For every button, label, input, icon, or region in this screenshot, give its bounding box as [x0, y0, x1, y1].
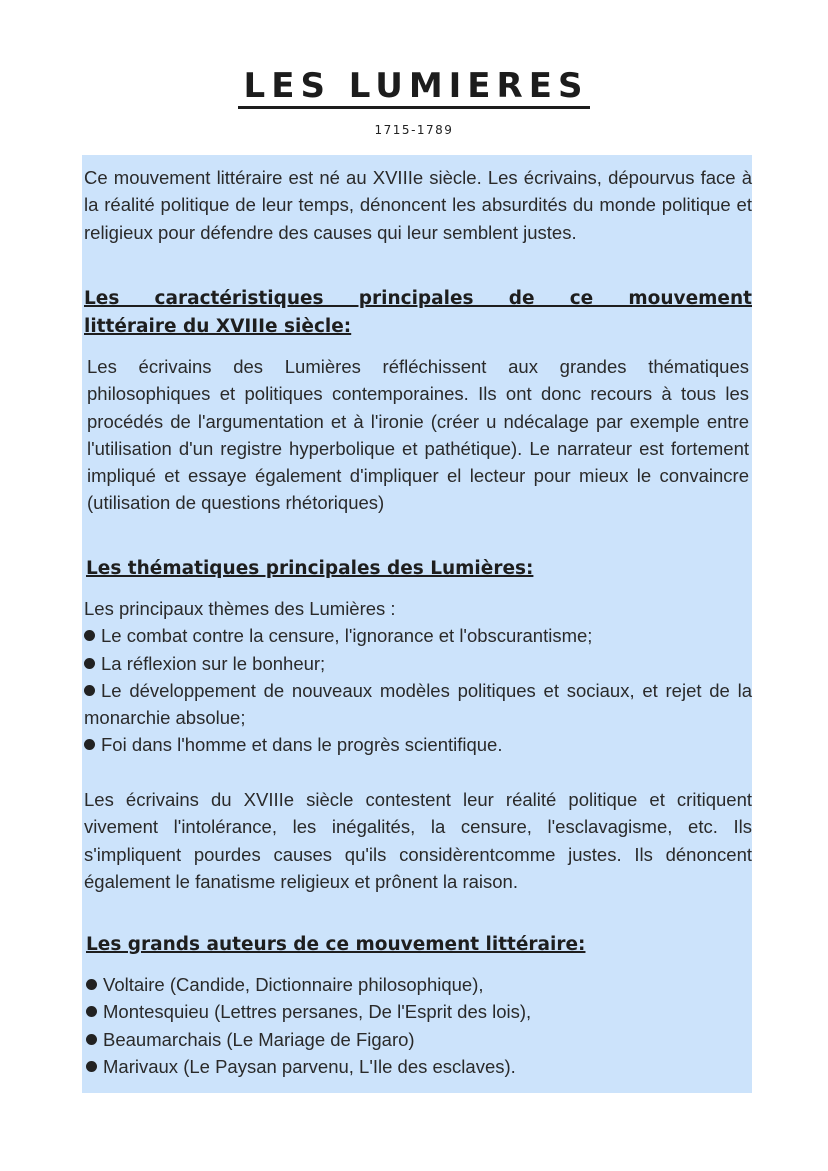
list-item-text: Le développement de nouveaux modèles politiques et sociaux, et rejet de la monarchie absolue; — [84, 679, 752, 729]
bullet-icon — [84, 685, 95, 696]
intro-paragraph: Ce mouvement littéraire est né au XVIIIe siècle. Les écrivains, dépourvus face à la réalité politique de leur temps, dénoncent les absurdités du monde politique et religieux pour défendre des causes qui leur semblent justes. — [84, 167, 752, 243]
themes-intro: Les principaux thèmes des Lumières : — [84, 598, 396, 619]
bullet-icon — [86, 1034, 97, 1045]
section-heading-authors: Les grands auteurs de ce mouvement littéraire: — [86, 934, 586, 955]
list-item — [84, 650, 752, 677]
list-item — [84, 677, 752, 732]
list-item — [86, 1026, 752, 1053]
bullet-icon — [86, 1006, 97, 1017]
bullet-icon — [84, 658, 95, 669]
list-item-text: Voltaire (Candide, Dictionnaire philosophique), — [103, 974, 484, 995]
list-item-text: Foi dans l'homme et dans le progrès scientifique. — [101, 734, 503, 756]
list-item-text: Beaumarchais (Le Mariage de Figaro) — [103, 1028, 415, 1050]
heading-line-2: littéraire du XVIIIe siècle: — [84, 316, 352, 337]
themes-list — [84, 595, 752, 759]
list-item — [86, 1053, 752, 1080]
list-item — [84, 622, 752, 649]
list-item — [86, 971, 752, 998]
bullet-icon — [86, 1061, 97, 1072]
authors-list — [86, 971, 752, 1080]
characteristics-paragraph: Les écrivains des Lumières réfléchissent aux grandes thématiques philosophiques et politiques contemporaines. Ils ont donc recours à tous les procédés de l'argumentation et à l'ironie (créer u ndécalage par exemple entre l'utilisation d'un registre hyperbolique et pathétique). Le narrateur est fortement impliqué et essaye également d'impliquer el lecteur pour mieux le convaincre (utilisation de questions rhétoriques) — [87, 356, 749, 514]
list-item — [84, 731, 752, 758]
themes-paragraph: Les écrivains du XVIIIe siècle contestent leur réalité politique et critiquent vivement l'intolérance, les inégalités, la censure, l'esclavagisme, etc. Ils s'impliquent pourdes causes qu'ils considèrentcomme justes. Ils dénoncent également le fanatisme religieux et prônent la raison. — [84, 789, 752, 892]
list-item-text: Le combat contre la censure, l'ignorance et l'obscurantisme; — [101, 625, 593, 647]
content-box — [82, 155, 752, 1093]
page-title — [0, 66, 828, 109]
date-range: 1715-1789 — [374, 123, 454, 137]
list-item-text: Montesquieu (Lettres persanes, De l'Esprit des lois), — [103, 1001, 532, 1023]
heading-line-1: Les caractéristiques principales de ce mouvement — [84, 288, 752, 309]
section-heading-characteristics — [84, 285, 752, 341]
section-heading-themes: Les thématiques principales des Lumières: — [86, 558, 534, 579]
bullet-icon — [84, 739, 95, 750]
title-text: LES LUMIERES — [238, 66, 591, 109]
bullet-icon — [84, 630, 95, 641]
list-item — [86, 998, 752, 1025]
bullet-icon — [86, 979, 97, 990]
list-item-text: Marivaux (Le Paysan parvenu, L'Ile des esclaves). — [103, 1055, 516, 1077]
list-item-text: La réflexion sur le bonheur; — [101, 652, 326, 674]
